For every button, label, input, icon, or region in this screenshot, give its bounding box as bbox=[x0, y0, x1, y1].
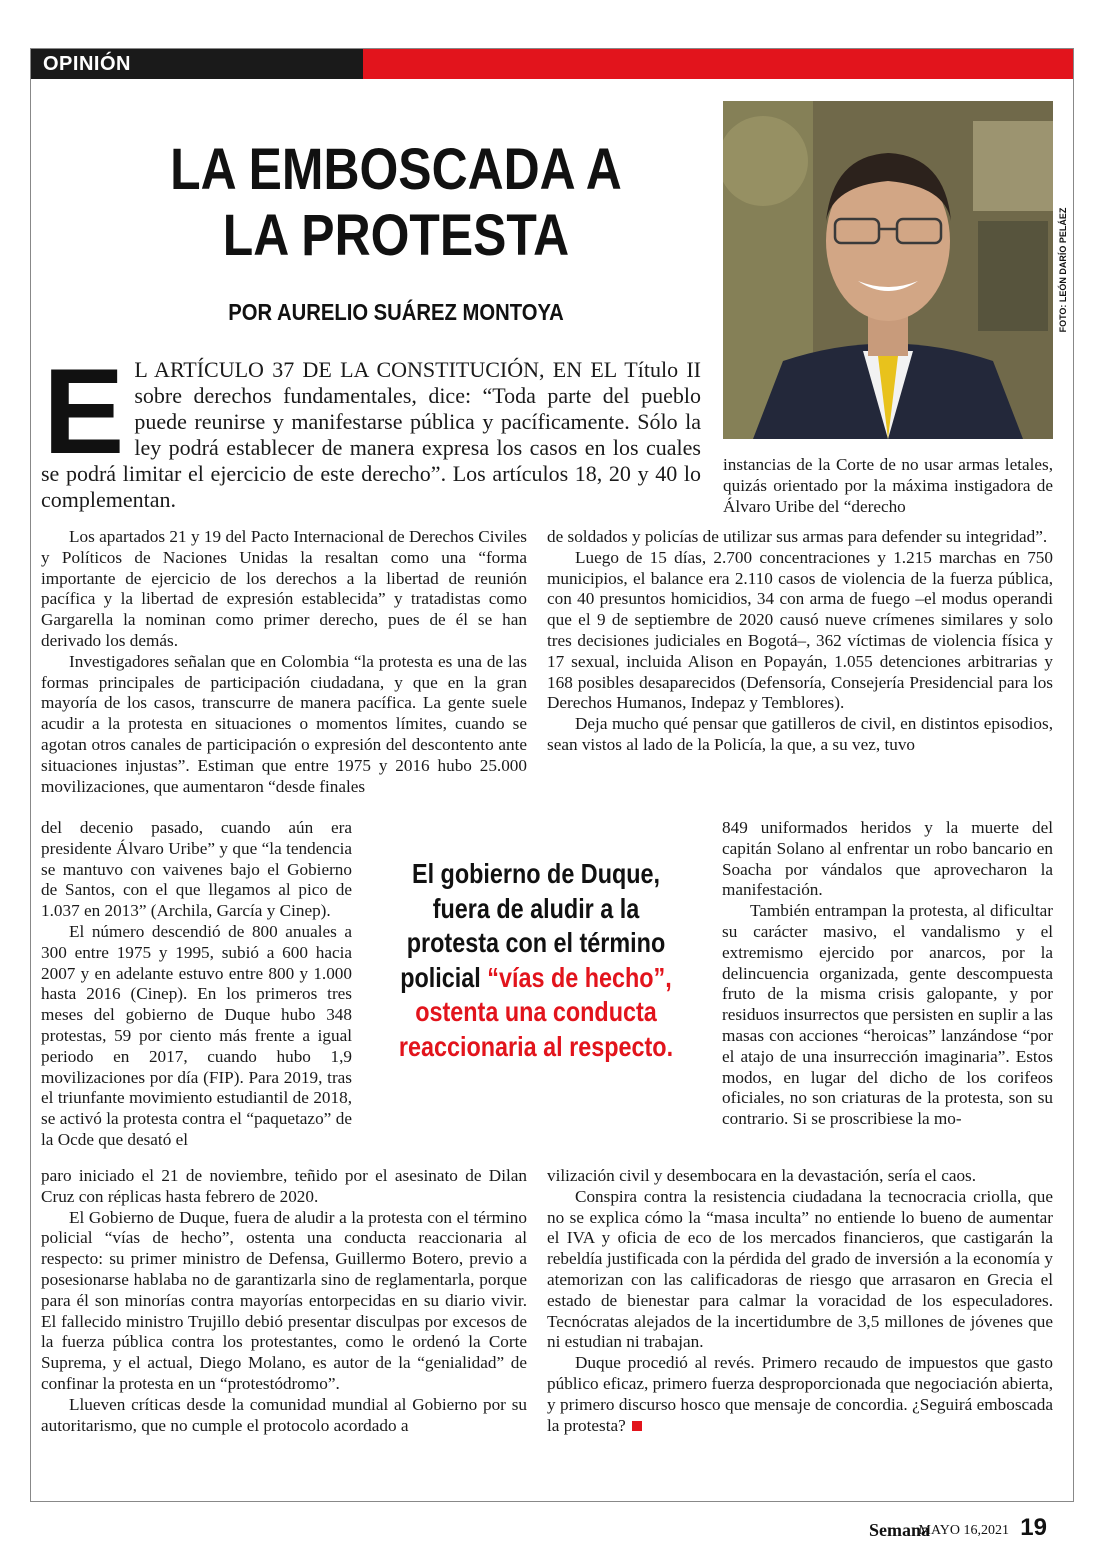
pull-quote bbox=[391, 857, 682, 1064]
paragraph: El Gobierno de Duque, fuera de aludir a la protesta con el término policial “vías de hecho”, ostenta una conducta reaccionaria al respecto: su primer ministro de Defensa, Guillermo Botero, previo a posesionarse hablaba no de garantizarla sino de reglamentarla, porque para él son minorías contra mayorías entorpecidas en su diario vivir. El fallecido ministro Trujillo debió presentar disculpas por excesos de la fuerza pública contra los protestantes, como le ordenó la Corte Suprema, y el actual, Diego Molano, es autor de la “genialidad” de confinar la protesta en un “protestódromo”. bbox=[41, 1207, 527, 1393]
paragraph: Los apartados 21 y 19 del Pacto Internacional de Derechos Civiles y Políticos de Naciones Unidas la resaltan como una “forma importante de ejercicio de los derechos a la libertad de reunión pacífica y la libertad de expresión establecida” y tratadistas como Gargarella la nominan como primer derecho, pues de él se han derivado los demás. bbox=[41, 527, 527, 650]
column-right-lower bbox=[547, 1166, 1053, 1436]
issue-date: MAYO 16,2021 bbox=[918, 1523, 1009, 1538]
closing-sentence: Duque procedió al revés. Primero recaudo de impuestos que gasto público eficaz, primero fuerza desproporcionada que negociación abierta, y primero discurso hosco que mensaje de concordia. ¿Seguirá emboscada la protesta? bbox=[547, 1353, 1053, 1435]
paragraph bbox=[547, 1353, 1053, 1436]
section-bar bbox=[31, 49, 1073, 79]
paragraph: Luego de 15 días, 2.700 concentraciones y 1.215 marchas en 750 municipios, el balance era 2.110 casos de violencia de la fuerza pública, con 40 presuntos homicidios, 34 con arma de fuego –el modus operandi que el 9 de septiembre de 2020 causó nueve crímenes similares y solo tres decisiones judiciales en Bogotá–, 362 víctimas de violencia física y 17 sexual, incluida Alison en Popayán, 1.055 detenciones arbitrarias y 168 posibles desaparecidos (Defensoría, Consejería Presidencial para los Derechos Humanos, Indepaz y Temblores). bbox=[547, 547, 1053, 713]
magazine-name: Semana bbox=[868, 1520, 930, 1540]
column-left-upper bbox=[41, 527, 527, 797]
column-right-middle bbox=[722, 818, 1053, 1130]
section-label: OPINIÓN bbox=[31, 49, 363, 79]
byline: POR AURELIO SUÁREZ MONTOYA bbox=[228, 299, 564, 325]
lead-text: L ARTÍCULO 37 DE LA CONSTITUCIÓN, EN EL Título II sobre derechos fundamentales, dice: “Toda parte del pueblo puede reunirse y manifestarse pública y pacíficamente. Sólo la ley podrá establecer de manera expresa los casos en los cuales se podrá limitar el ejercicio de este derecho”. Los artículos 18, 20 y 40 lo complementan. bbox=[41, 357, 701, 512]
column-right-upper bbox=[547, 527, 1053, 756]
red-square-icon bbox=[632, 1421, 642, 1431]
paragraph: 849 uniformados heridos y la muerte del capitán Solano al enfrentar un robo bancario en Soacha por vándalos que aprovecharon la manifestación. bbox=[722, 818, 1053, 900]
page-number: 19 bbox=[1020, 1514, 1047, 1541]
paragraph: Deja mucho qué pensar que gatilleros de civil, en distintos episodios, sean vistos al lado de la Policía, la que, a su vez, tuvo bbox=[547, 714, 1053, 754]
paragraph: del decenio pasado, cuando aún era presidente Álvaro Uribe” y que “la tendencia se mantuvo con vaivenes bajo el Gobierno de Santos, con el que llegamos al pico de 1.037 en 2013” (Archila, García y Cinep). bbox=[41, 818, 352, 921]
paragraph: El número descendió de 800 anuales a 300 entre 1975 y 1995, subió a 600 hacia 2007 y en adelante estuvo entre 800 y 1.000 hasta 2016 (Cinep). En los primeros tres meses del gobierno de Duque hubo 348 protestas, 59 por ciento más frente a igual periodo en 2017, cuando hubo 1,9 movilizaciones por día (FIP). Para 2019, tras el triunfante movimiento estudiantil de 2018, se activó la protesta contra el “paquetazo” de la Ocde que desató el bbox=[41, 921, 352, 1149]
paragraph: También entrampan la protesta, al dificultar su carácter masivo, el vandalismo y el extremismo ejercido por anarcos, por la delincuencia organizada, gente descompuesta fruto de la misma crisis galopante, y por residuos insurrectos que persisten en suplir a las masas con acciones “heroicas” lanzándose “por el atajo de una insurrección imaginaria”. Estos modos, en lugar del dicho de los corifeos oficiales, no son criaturas de la protesta, son su contrario. Si se proscribiese la mo- bbox=[722, 901, 1053, 1129]
drop-cap: E bbox=[43, 343, 125, 479]
pull-quote-red: “vías de hecho”, ostenta una conducta reaccionaria al respecto. bbox=[398, 961, 674, 1062]
author-photo bbox=[723, 101, 1053, 439]
paragraph: Conspira contra la resistencia ciudadana la tecnocracia criolla, que no se explica cómo la “masa inculta” no entiende lo bueno de aumentar el IVA y oficia de eco de los mercados financieros, que castigarán la rebeldía justificada con la pérdida del grado de inversión a la economía y atemorizan con las calificadoras de riesgo que arrasaron en Grecia el estado de bienestar para calmar la voracidad de los especuladores. Tecnócratas alejados de la incertidumbre de 3,5 millones de jóvenes que ni estudian ni trabajan. bbox=[547, 1186, 1053, 1352]
section-bar-accent bbox=[363, 49, 1073, 79]
column-left-middle bbox=[41, 818, 352, 1151]
page-footer bbox=[0, 1500, 1097, 1564]
column-left-lower bbox=[41, 1166, 527, 1436]
paragraph: Llueven críticas desde la comunidad mundial al Gobierno por su autoritarismo, que no cumple el protocolo acordado a bbox=[41, 1394, 527, 1435]
headline: LA EMBOSCADA A LA PROTESTA bbox=[170, 137, 622, 268]
column-right-top bbox=[723, 455, 1053, 517]
page-frame bbox=[30, 48, 1074, 1502]
pull-quote-black: El gobierno de Duque, fuera de aludir a la protesta con el término policial bbox=[400, 858, 666, 993]
photo-credit: FOTO: LEÓN DARÍO PELÁEZ bbox=[1058, 207, 1068, 333]
paragraph: paro iniciado el 21 de noviembre, teñido por el asesinato de Dilan Cruz con réplicas hasta febrero de 2020. bbox=[41, 1166, 527, 1206]
lead-paragraph bbox=[41, 343, 701, 513]
paragraph: Investigadores señalan que en Colombia “la protesta es una de las formas principales de participación ciudadana, y que en la gran mayoría de los casos, transcurre de manera pacífica. La gente suele acudir a la protesta en situaciones o momentos límites, cuando se agotan otros canales de participación o expresión del descontento ante situaciones injustas”. Estiman que entre 1975 y 2016 hubo 25.000 movilizaciones, que aumentaron “desde finales bbox=[41, 651, 527, 796]
paragraph: instancias de la Corte de no usar armas letales, quizás orientado por la máxima instigadora de Álvaro Uribe del “derecho bbox=[723, 455, 1053, 516]
paragraph: de soldados y policías de utilizar sus armas para defender su integridad”. bbox=[547, 527, 1048, 546]
author-portrait-image bbox=[723, 101, 1053, 439]
paragraph: vilización civil y desembocara en la devastación, sería el caos. bbox=[547, 1166, 977, 1185]
